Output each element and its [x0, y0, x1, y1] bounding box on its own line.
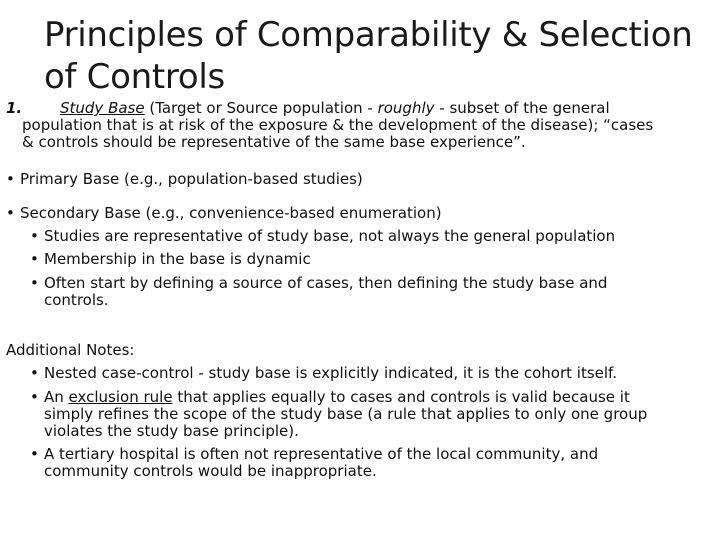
- item-line3: & controls should be representative of the same base experience”.: [22, 133, 526, 151]
- slide-title: Principles of Comparability & Selection of Controls: [44, 15, 693, 97]
- bullet-primary-base: [6, 171, 363, 188]
- bullet-glyph: •: [30, 388, 39, 406]
- sub-bullet-representative: [30, 228, 615, 245]
- bullet-glyph: •: [30, 445, 39, 463]
- bullet-text: Often start by defining a source of cases, then defining the study base and: [44, 274, 608, 292]
- sub-bullet-dynamic: [30, 251, 311, 268]
- item-study-base: [6, 100, 712, 151]
- note-text-post: that applies equally to cases and controls is valid because it: [172, 388, 630, 406]
- item-line2: population that is at risk of the exposure & the development of the disease); “cases: [22, 116, 654, 134]
- study-base-term: Study Base: [60, 99, 145, 117]
- bullet-text-cont: controls.: [44, 291, 109, 309]
- item-number: 1.: [6, 99, 23, 117]
- bullet-glyph: •: [30, 274, 39, 292]
- bullet-glyph: •: [30, 364, 39, 382]
- note-tertiary-hospital: [30, 446, 598, 480]
- note-text-pre: An: [44, 388, 69, 406]
- note-line3: violates the study base principle).: [44, 422, 299, 440]
- note-line2: community controls would be inappropriate.: [44, 462, 377, 480]
- bullet-secondary-base: [6, 205, 442, 222]
- bullet-text: Secondary Base (e.g., convenience-based enumeration): [20, 204, 442, 222]
- item-text-a: (Target or Source population -: [144, 99, 378, 117]
- note-nested: [30, 365, 617, 382]
- note-exclusion-rule: [30, 389, 647, 440]
- sub-bullet-start: [30, 275, 607, 309]
- bullet-glyph: •: [30, 227, 39, 245]
- bullet-glyph: •: [6, 204, 15, 222]
- note-line2: simply refines the scope of the study base (a rule that applies to only one group: [44, 405, 648, 423]
- bullet-text: Membership in the base is dynamic: [44, 250, 311, 268]
- item-text-b: - subset of the general: [434, 99, 610, 117]
- exclusion-rule-term: exclusion rule: [68, 388, 173, 406]
- bullet-text: Studies are representative of study base, not always the general population: [44, 227, 616, 245]
- bullet-text: Primary Base (e.g., population-based studies): [20, 170, 363, 188]
- bullet-glyph: •: [6, 170, 15, 188]
- notes-heading: Additional Notes:: [6, 341, 135, 359]
- item-emph: roughly: [377, 99, 435, 117]
- bullet-glyph: •: [30, 250, 39, 268]
- bullet-text: Nested case-control - study base is explicitly indicated, it is the cohort itself.: [44, 364, 618, 382]
- bullet-text: A tertiary hospital is often not representative of the local community, and: [44, 445, 599, 463]
